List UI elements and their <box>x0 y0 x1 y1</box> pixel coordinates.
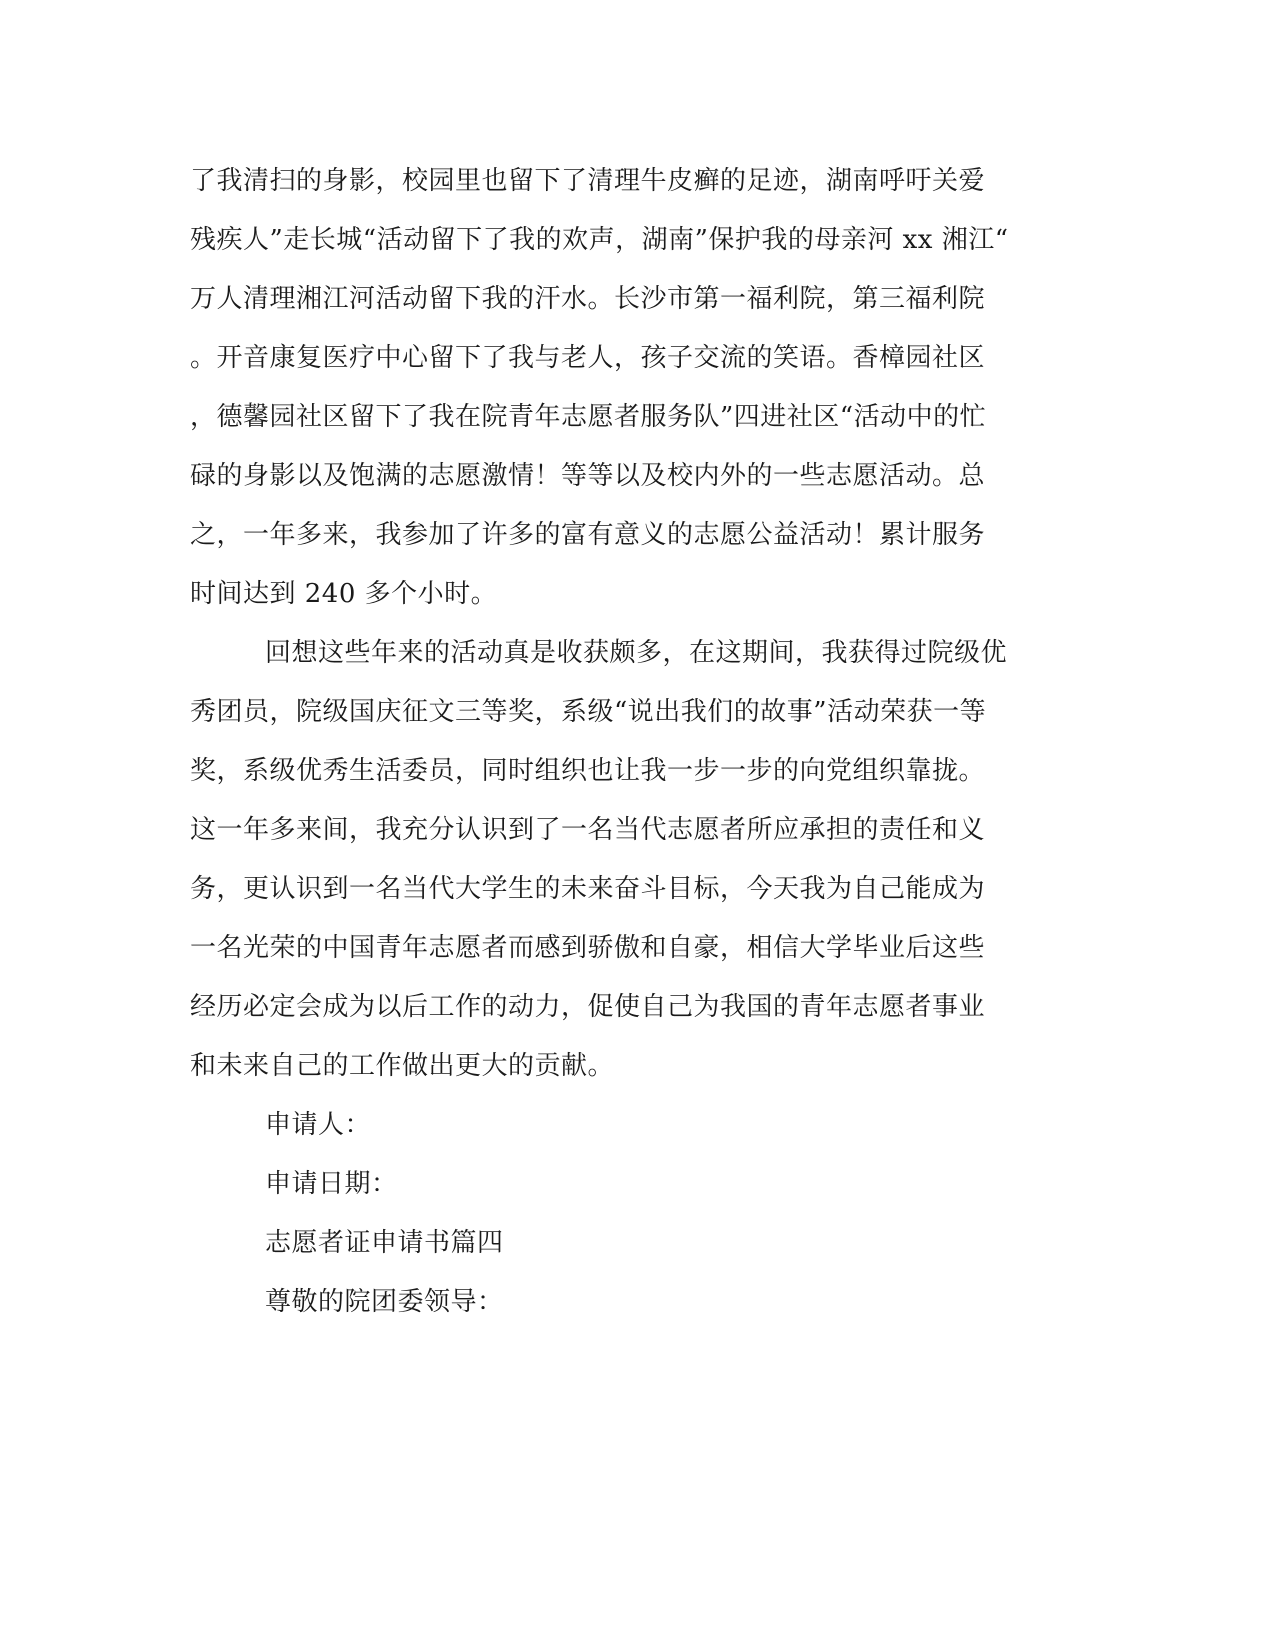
paragraph-line: 奖，系级优秀生活委员，同时组织也让我一步一步的向党组织靠拢。 <box>190 756 986 786</box>
salutation: 尊敬的院团委领导： <box>265 1287 504 1317</box>
paragraph-line: 务，更认识到一名当代大学生的未来奋斗目标，今天我为自己能成为 <box>190 874 986 904</box>
paragraph-line: 回想这些年来的活动真是收获颇多，在这期间，我获得过院级优 <box>265 638 1008 668</box>
paragraph-line: 万人清理湘江河活动留下我的汗水。长沙市第一福利院，第三福利院 <box>190 284 986 314</box>
paragraph-line: 之，一年多来，我参加了许多的富有意义的志愿公益活动！累计服务 <box>190 520 986 550</box>
paragraph-line: 时间达到 240 多个小时。 <box>190 579 498 609</box>
paragraph-line: 。开音康复医疗中心留下了我与老人，孩子交流的笑语。香樟园社区 <box>190 343 986 373</box>
paragraph-line: 一名光荣的中国青年志愿者而感到骄傲和自豪，相信大学毕业后这些 <box>190 933 986 963</box>
paragraph-line: 残疾人”走长城“活动留下了我的欢声，湖南”保护我的母亲河 xx 湘江“ <box>190 225 1009 255</box>
paragraph-line: 经历必定会成为以后工作的动力，促使自己为我国的青年志愿者事业 <box>190 992 986 1022</box>
paragraph-line: 了我清扫的身影，校园里也留下了清理牛皮癣的足迹，湖南呼吁关爱 <box>190 166 986 196</box>
paragraph-line: 秀团员，院级国庆征文三等奖，系级“说出我们的故事”活动荣获一等 <box>190 697 987 727</box>
applicant-label: 申请人： <box>265 1110 372 1140</box>
paragraph-line: 碌的身影以及饱满的志愿激情！等等以及校内外的一些志愿活动。总 <box>190 461 986 491</box>
paragraph-line: ，德馨园社区留下了我在院青年志愿者服务队”四进社区“活动中的忙 <box>190 402 987 432</box>
section-title: 志愿者证申请书篇四 <box>265 1228 504 1258</box>
date-label: 申请日期： <box>265 1169 398 1199</box>
paragraph-line: 和未来自己的工作做出更大的贡献。 <box>190 1051 615 1081</box>
paragraph-line: 这一年多来间，我充分认识到了一名当代志愿者所应承担的责任和义 <box>190 815 986 845</box>
